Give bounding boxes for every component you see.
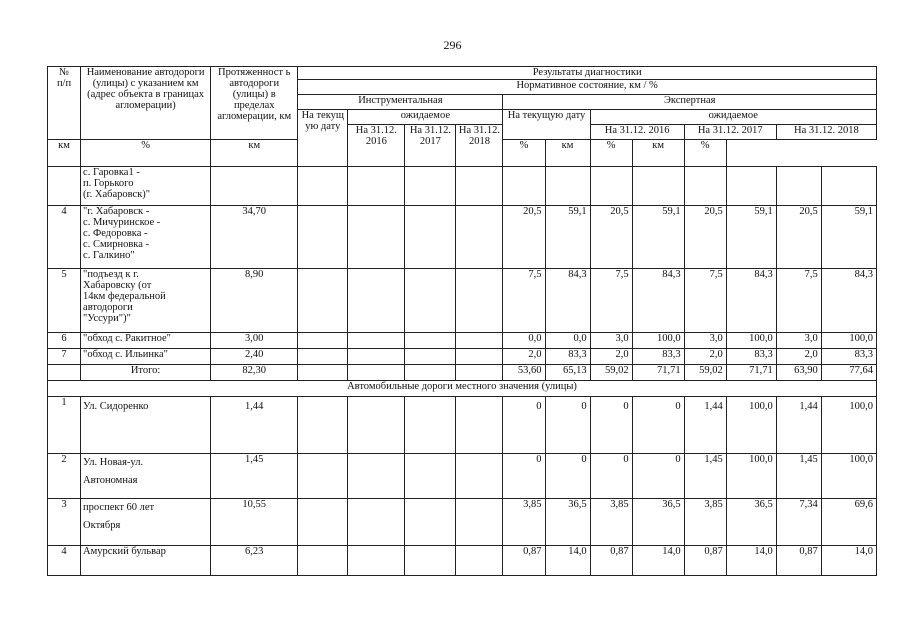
empty-cell — [456, 365, 503, 381]
row-number — [48, 167, 81, 206]
row-number: 5 — [48, 269, 81, 333]
value-cell: 20,5 — [776, 206, 821, 269]
empty-cell — [405, 397, 456, 454]
row-number: 3 — [48, 499, 81, 546]
empty-cell — [298, 349, 348, 365]
value-cell: 7,5 — [590, 269, 632, 333]
road-name: "обход с. Ракитное" — [81, 333, 211, 349]
empty-cell — [298, 269, 348, 333]
value-cell: 0,87 — [776, 546, 821, 576]
empty-cell — [456, 333, 503, 349]
value-cell: 100,0 — [726, 333, 776, 349]
empty-cell — [456, 546, 503, 576]
value-cell: 100,0 — [726, 397, 776, 454]
row-number: 7 — [48, 349, 81, 365]
value-cell: 0 — [632, 397, 684, 454]
value-cell: 59,1 — [545, 206, 590, 269]
header-instr-current: На текущ ую дату — [298, 110, 348, 167]
total-value-cell: 53,60 — [503, 365, 545, 381]
header-expert-expected: ожидаемое — [590, 110, 876, 125]
empty-cell — [298, 397, 348, 454]
total-value-cell: 65,13 — [545, 365, 590, 381]
value-cell: 59,1 — [821, 206, 876, 269]
header-km: км — [48, 140, 81, 167]
empty-cell — [456, 397, 503, 454]
header-normative: Нормативное состояние, км / % — [298, 80, 877, 95]
empty-cell — [456, 269, 503, 333]
road-length: 3,00 — [211, 333, 298, 349]
header-instr-2016: На 31.12. 2016 — [348, 125, 405, 167]
header-km: км — [545, 140, 590, 167]
header-expert-current: На текущую дату — [503, 110, 590, 140]
street-length: 6,23 — [211, 546, 298, 576]
road-name: с. Гаровка1 - п. Горького (г. Хабаровск)" — [81, 167, 211, 206]
empty-cell — [348, 397, 405, 454]
value-cell: 14,0 — [632, 546, 684, 576]
header-results: Результаты диагностики — [298, 67, 877, 80]
value-cell: 84,3 — [632, 269, 684, 333]
value-cell — [590, 167, 632, 206]
total-length: 82,30 — [211, 365, 298, 381]
empty-cell — [298, 499, 348, 546]
row-number: 1 — [48, 397, 81, 454]
header-km: км — [211, 140, 298, 167]
road-length: 34,70 — [211, 206, 298, 269]
value-cell: 36,5 — [545, 499, 590, 546]
empty-cell — [348, 454, 405, 499]
value-cell: 7,5 — [684, 269, 726, 333]
road-name: "обход с. Ильинка" — [81, 349, 211, 365]
value-cell: 3,0 — [590, 333, 632, 349]
value-cell: 20,5 — [684, 206, 726, 269]
header-expert-2018: На 31.12. 2018 — [776, 125, 876, 140]
value-cell: 84,3 — [726, 269, 776, 333]
diagnostics-table — [47, 66, 877, 576]
value-cell: 7,5 — [503, 269, 545, 333]
street-name: Ул. Сидоренко — [81, 397, 211, 454]
header-expert: Экспертная — [503, 95, 877, 110]
value-cell: 0,87 — [503, 546, 545, 576]
empty-cell — [298, 333, 348, 349]
value-cell: 2,0 — [503, 349, 545, 365]
header-instr-2017: На 31.12. 2017 — [405, 125, 456, 167]
empty-cell — [298, 167, 348, 206]
empty-cell — [405, 349, 456, 365]
value-cell: 1,45 — [684, 454, 726, 499]
street-length: 10,55 — [211, 499, 298, 546]
value-cell: 0 — [632, 454, 684, 499]
value-cell: 100,0 — [632, 333, 684, 349]
value-cell — [632, 167, 684, 206]
value-cell: 0 — [545, 397, 590, 454]
value-cell: 0 — [590, 397, 632, 454]
value-cell: 0,0 — [503, 333, 545, 349]
street-length: 1,45 — [211, 454, 298, 499]
header-no: № п/п — [48, 67, 81, 140]
value-cell: 0,87 — [684, 546, 726, 576]
value-cell — [503, 167, 545, 206]
value-cell: 36,5 — [632, 499, 684, 546]
value-cell: 36,5 — [726, 499, 776, 546]
row-number: 4 — [48, 546, 81, 576]
empty-cell — [348, 499, 405, 546]
page-number: 296 — [443, 38, 462, 52]
empty-cell — [456, 499, 503, 546]
value-cell: 83,3 — [632, 349, 684, 365]
value-cell: 59,1 — [632, 206, 684, 269]
empty-cell — [298, 365, 348, 381]
street-name: Амурский бульвар — [81, 546, 211, 576]
value-cell: 3,85 — [590, 499, 632, 546]
header-pct: % — [590, 140, 632, 167]
value-cell: 2,0 — [590, 349, 632, 365]
value-cell: 100,0 — [821, 397, 876, 454]
road-name: "подъезд к г. Хабаровску (от 14км федеральной автодороги "Уссури")" — [81, 269, 211, 333]
empty-cell — [456, 349, 503, 365]
total-value-cell: 63,90 — [776, 365, 821, 381]
empty-cell — [405, 206, 456, 269]
value-cell: 14,0 — [545, 546, 590, 576]
value-cell: 83,3 — [821, 349, 876, 365]
header-expert-2017: На 31.12. 2017 — [684, 125, 776, 140]
empty-cell — [405, 269, 456, 333]
value-cell — [684, 167, 726, 206]
value-cell: 20,5 — [590, 206, 632, 269]
road-name: "г. Хабаровск - с. Мичуринское - с. Федоровка - с. Смирновка - с. Галкино" — [81, 206, 211, 269]
empty-cell — [298, 454, 348, 499]
value-cell: 3,85 — [503, 499, 545, 546]
value-cell: 0,87 — [590, 546, 632, 576]
value-cell: 1,44 — [684, 397, 726, 454]
value-cell: 83,3 — [545, 349, 590, 365]
total-value-cell: 59,02 — [684, 365, 726, 381]
value-cell: 20,5 — [503, 206, 545, 269]
empty-cell — [405, 454, 456, 499]
value-cell: 1,44 — [776, 397, 821, 454]
value-cell: 7,5 — [776, 269, 821, 333]
empty-cell — [348, 349, 405, 365]
empty-cell — [405, 365, 456, 381]
value-cell: 14,0 — [821, 546, 876, 576]
row-number: 6 — [48, 333, 81, 349]
header-instr-expected: ожидаемое — [348, 110, 503, 125]
value-cell: 100,0 — [821, 454, 876, 499]
header-km: км — [632, 140, 684, 167]
empty-cell — [405, 167, 456, 206]
row-number: 2 — [48, 454, 81, 499]
header-pct: % — [684, 140, 726, 167]
value-cell: 69,6 — [821, 499, 876, 546]
row-number: 4 — [48, 206, 81, 269]
header-expert-2016: На 31.12. 2016 — [590, 125, 684, 140]
empty-cell — [456, 454, 503, 499]
road-length — [211, 167, 298, 206]
value-cell: 2,0 — [684, 349, 726, 365]
value-cell: 84,3 — [821, 269, 876, 333]
value-cell: 7,34 — [776, 499, 821, 546]
empty-cell — [348, 546, 405, 576]
section-title: Автомобильные дороги местного значения (улицы) — [48, 381, 877, 397]
empty-cell — [348, 167, 405, 206]
empty-cell — [298, 546, 348, 576]
empty-cell — [456, 206, 503, 269]
value-cell: 0 — [590, 454, 632, 499]
header-instr-2018: На 31.12. 2018 — [456, 125, 503, 167]
empty-cell — [348, 365, 405, 381]
empty-cell — [456, 167, 503, 206]
value-cell: 100,0 — [726, 454, 776, 499]
street-name: проспект 60 лет Октября — [81, 499, 211, 546]
value-cell — [545, 167, 590, 206]
total-label: Итого: — [81, 365, 211, 381]
value-cell — [821, 167, 876, 206]
value-cell: 83,3 — [726, 349, 776, 365]
value-cell: 0 — [503, 454, 545, 499]
value-cell: 3,0 — [776, 333, 821, 349]
value-cell: 0,0 — [545, 333, 590, 349]
street-name: Ул. Новая-ул. Автономная — [81, 454, 211, 499]
street-length: 1,44 — [211, 397, 298, 454]
road-length: 8,90 — [211, 269, 298, 333]
value-cell: 14,0 — [726, 546, 776, 576]
total-value-cell: 71,71 — [632, 365, 684, 381]
value-cell: 0 — [545, 454, 590, 499]
total-value-cell: 71,71 — [726, 365, 776, 381]
total-value-cell: 77,64 — [821, 365, 876, 381]
road-length: 2,40 — [211, 349, 298, 365]
empty-cell — [405, 499, 456, 546]
header-pct: % — [81, 140, 211, 167]
header-name: Наименование автодороги (улицы) с указанием км (адрес объекта в границах агломерации) — [81, 67, 211, 140]
value-cell: 2,0 — [776, 349, 821, 365]
empty-cell — [298, 206, 348, 269]
value-cell: 84,3 — [545, 269, 590, 333]
header-instrumental: Инструментальная — [298, 95, 503, 110]
value-cell — [776, 167, 821, 206]
header-length: Протяженност ь автодороги (улицы) в пределах агломерации, км — [211, 67, 298, 140]
empty-cell — [348, 269, 405, 333]
value-cell: 0 — [503, 397, 545, 454]
empty-cell — [348, 206, 405, 269]
empty-cell — [348, 333, 405, 349]
empty-cell — [48, 365, 81, 381]
value-cell: 1,45 — [776, 454, 821, 499]
value-cell: 59,1 — [726, 206, 776, 269]
value-cell — [726, 167, 776, 206]
empty-cell — [405, 333, 456, 349]
value-cell: 100,0 — [821, 333, 876, 349]
value-cell: 3,85 — [684, 499, 726, 546]
total-value-cell: 59,02 — [590, 365, 632, 381]
empty-cell — [405, 546, 456, 576]
header-pct: % — [503, 140, 545, 167]
value-cell: 3,0 — [684, 333, 726, 349]
